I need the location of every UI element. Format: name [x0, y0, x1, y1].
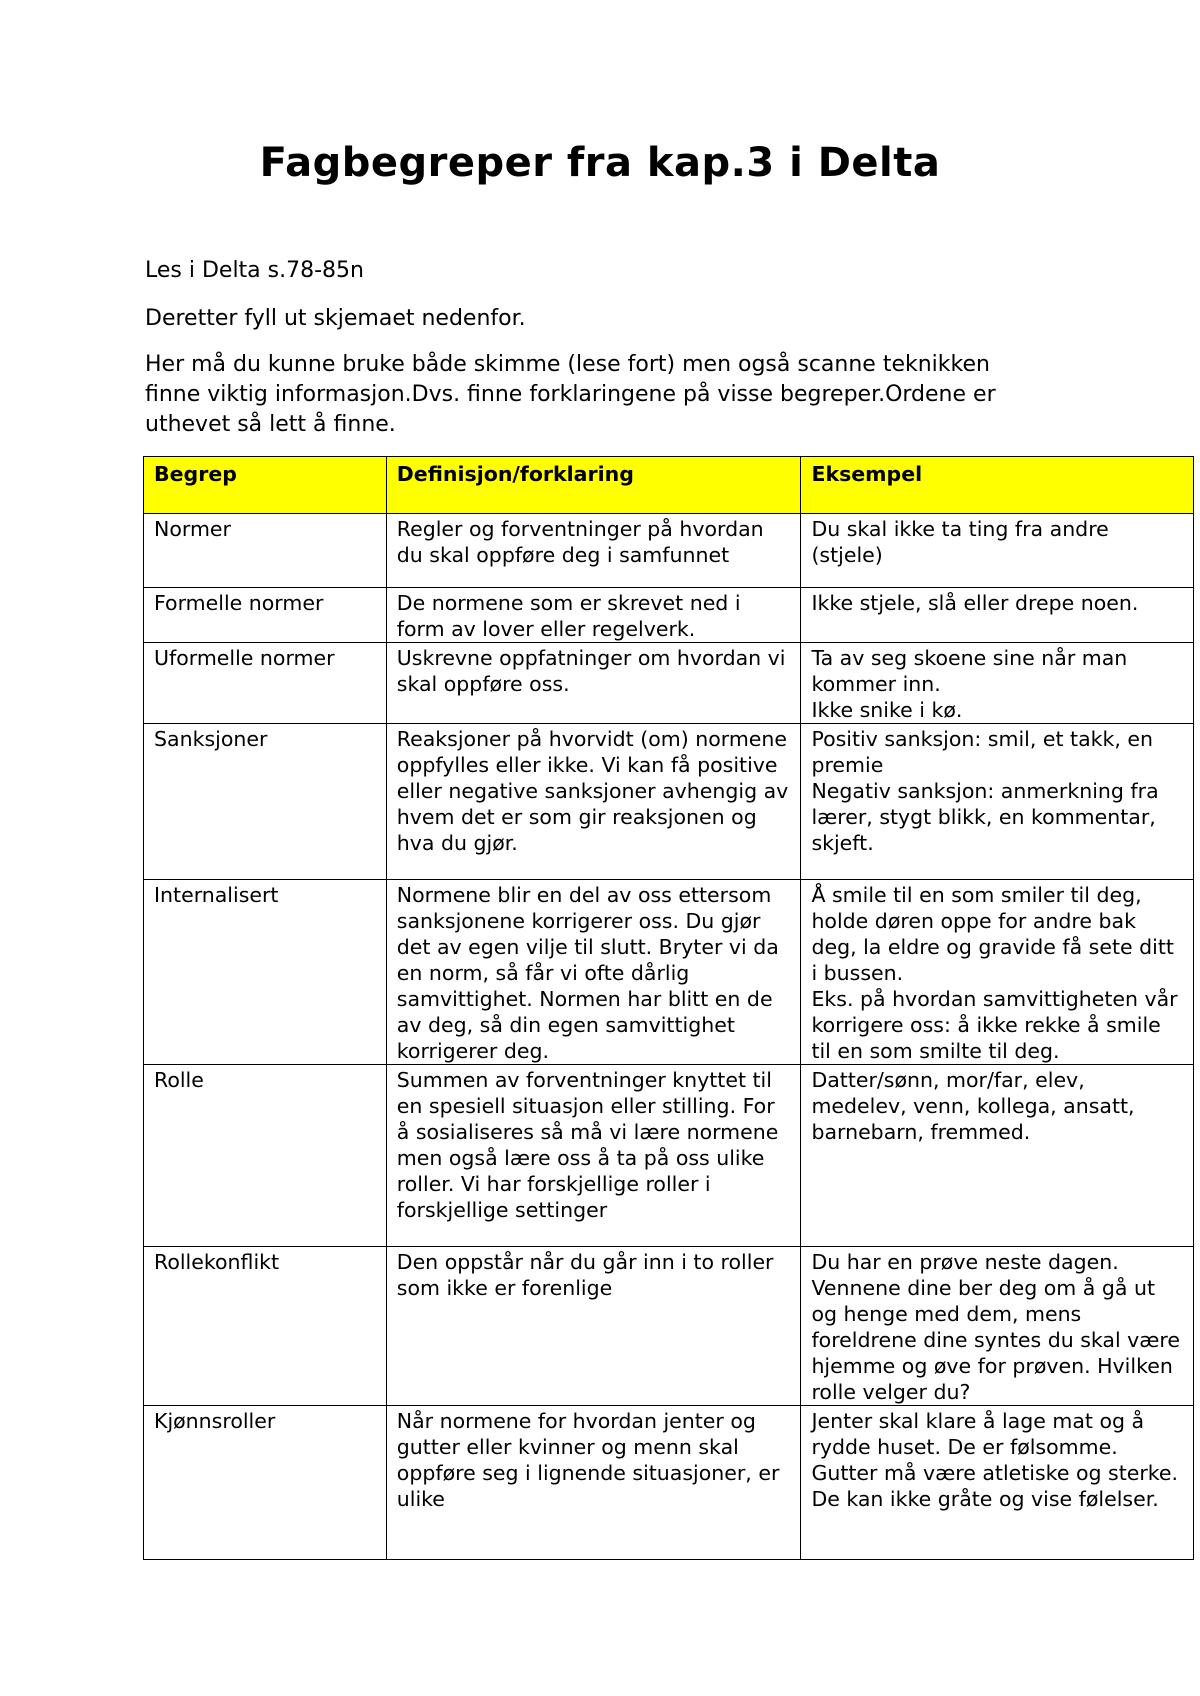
term-cell: Rollekonflikt [144, 1247, 387, 1406]
header-example: Eksempel [801, 457, 1194, 514]
table-row [144, 1247, 1194, 1406]
example-line: Negativ sanksjon: anmerkning fra lærer, stygt blikk, en kommentar, skjeft. [811, 779, 1159, 855]
example-line: Positiv sanksjon: smil, et takk, en premie [811, 727, 1154, 777]
definition-cell: Summen av forventninger knyttet til en spesiell situasjon eller stilling. For å sosialiseres så må vi lære normene men også lære oss å ta på oss ulike roller. Vi har forskjellige roller i forskjellige settinger [386, 1065, 801, 1247]
example-line: Du skal ikke ta ting fra andre (stjele) [811, 517, 1109, 567]
example-line: Eks. på hvordan samvittigheten vår korrigere oss: å ikke rekke å smile til en som smilte til deg. [811, 987, 1178, 1063]
table-row [144, 1406, 1194, 1560]
definition-cell: De normene som er skrevet ned i form av lover eller regelverk. [386, 588, 801, 643]
table-row [144, 643, 1194, 724]
example-line: Jenter skal klare å lage mat og å rydde huset. De er følsomme. Gutter må være atletiske og sterke. De kan ikke gråte og vise følelser. [811, 1409, 1179, 1511]
table-row [144, 880, 1194, 1065]
example-cell [801, 1065, 1194, 1247]
term-cell: Rolle [144, 1065, 387, 1247]
intro-reading-instruction: Les i Delta s.78-85n [145, 258, 364, 283]
example-cell [801, 724, 1194, 880]
header-definition: Definisjon/forklaring [386, 457, 801, 514]
example-line: Datter/sønn, mor/far, elev, medelev, venn, kollega, ansatt, barnebarn, fremmed. [811, 1068, 1135, 1144]
example-cell [801, 1247, 1194, 1406]
term-cell: Sanksjoner [144, 724, 387, 880]
example-line: Å smile til en som smiler til deg, holde døren oppe for andre bak deg, la eldre og gravide få sete ditt i bussen. [811, 883, 1174, 985]
header-term: Begrep [144, 457, 387, 514]
term-cell: Uformelle normer [144, 643, 387, 724]
definition-cell: Normene blir en del av oss ettersom sanksjonene korrigerer oss. Du gjør det av egen vilje til slutt. Bryter vi da en norm, så får vi ofte dårlig samvittighet. Normen har blitt en de av deg, så din egen samvittighet korrigerer deg. [386, 880, 801, 1065]
page-title: Fagbegreper fra kap.3 i Delta [259, 140, 941, 186]
definition-cell: Uskrevne oppfatninger om hvordan vi skal oppføre oss. [386, 643, 801, 724]
example-cell [801, 643, 1194, 724]
intro-skimming-instruction: Her må du kunne bruke både skimme (lese fort) men også scanne teknikken finne viktig informasjon.Dvs. finne forklaringene på visse begreper.Ordene er uthevet så lett å finne. [145, 352, 996, 437]
definition-cell: Reaksjoner på hvorvidt (om) normene oppfylles eller ikke. Vi kan få positive eller negative sanksjoner avhengig av hvem det er som gir reaksjonen og hva du gjør. [386, 724, 801, 880]
terms-table [143, 456, 1194, 1560]
table-row [144, 514, 1194, 588]
table-row [144, 724, 1194, 880]
term-cell: Internalisert [144, 880, 387, 1065]
term-cell: Normer [144, 514, 387, 588]
example-line: Ta av seg skoene sine når man kommer inn. [811, 646, 1128, 696]
table-row [144, 1065, 1194, 1247]
example-line: Du har en prøve neste dagen. Vennene dine ber deg om å gå ut og henge med dem, mens foreldrene dine syntes du skal være hjemme og øve for prøven. Hvilken rolle velger du? [811, 1250, 1181, 1404]
example-cell [801, 514, 1194, 588]
example-cell [801, 880, 1194, 1065]
example-cell [801, 588, 1194, 643]
definition-cell: Regler og forventninger på hvordan du skal oppføre deg i samfunnet [386, 514, 801, 588]
example-cell [801, 1406, 1194, 1560]
intro-fill-instruction: Deretter fyll ut skjemaet nedenfor. [145, 306, 526, 331]
example-line: Ikke snike i kø. [811, 698, 963, 722]
term-cell: Kjønnsroller [144, 1406, 387, 1560]
term-cell: Formelle normer [144, 588, 387, 643]
example-line: Ikke stjele, slå eller drepe noen. [811, 591, 1139, 615]
table-header-row [144, 457, 1194, 514]
definition-cell: Når normene for hvordan jenter og gutter eller kvinner og menn skal oppføre seg i lignende situasjoner, er ulike [386, 1406, 801, 1560]
definition-cell: Den oppstår når du går inn i to roller som ikke er forenlige [386, 1247, 801, 1406]
table-row [144, 588, 1194, 643]
